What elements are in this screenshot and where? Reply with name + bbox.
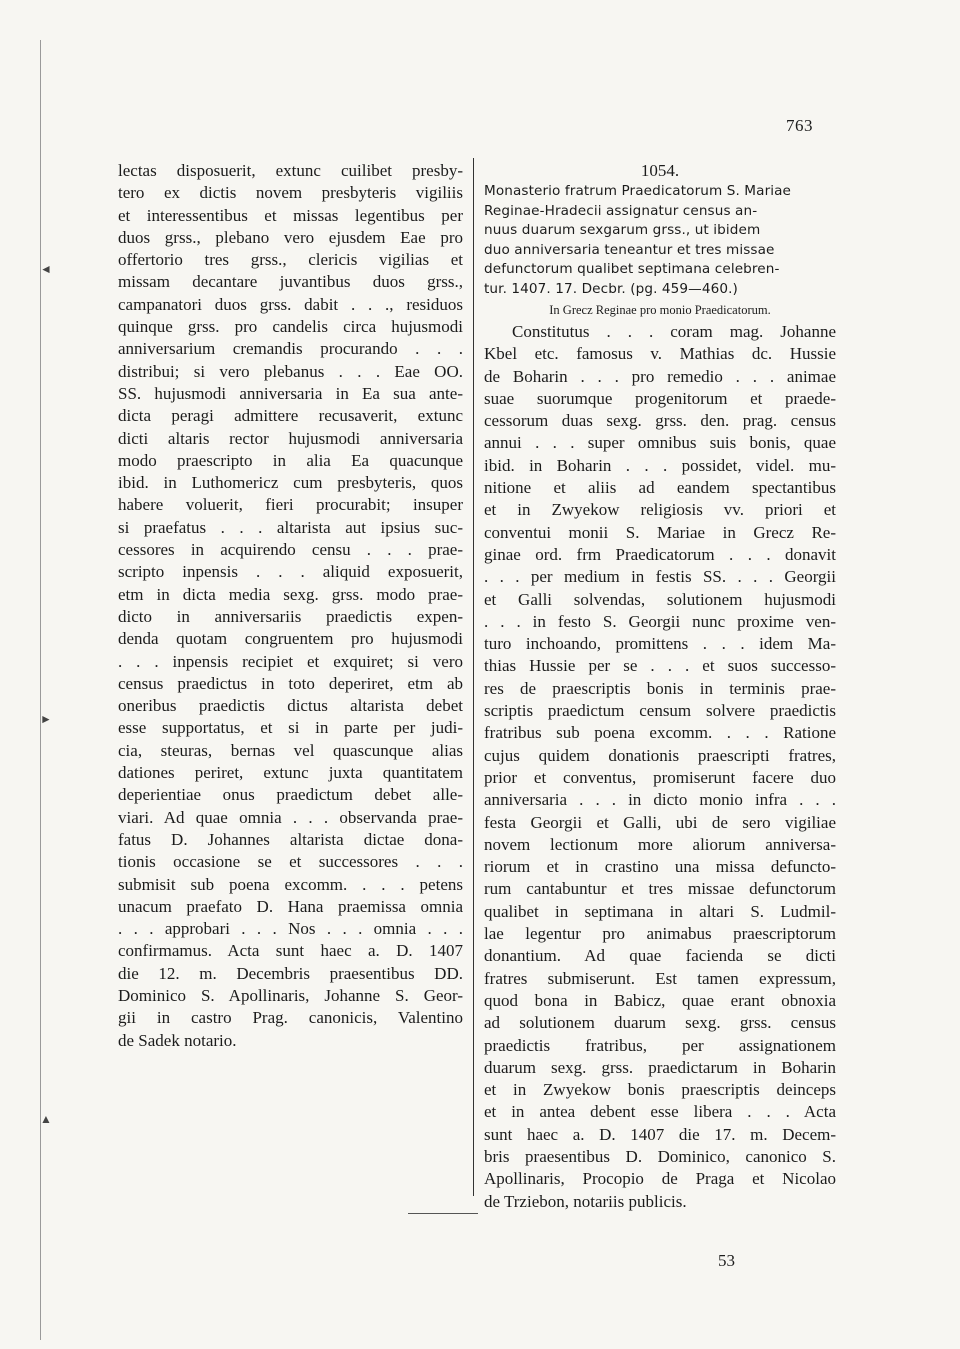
text-line: dicta peragi admittere recusaverit, extunc xyxy=(118,406,463,426)
text-line: confirmamus. Acta sunt haec a. D. 1407 xyxy=(118,941,463,961)
text-line: tur. 1407. 17. Decbr. (pg. 459—460.) xyxy=(484,280,738,297)
text-line: ibid. in Luthomericz cum presbyteris, quos xyxy=(118,473,463,493)
text-line: submisit sub poena excomm. . . . petens xyxy=(118,874,463,894)
source-line: In Grecz Reginae pro monio Praedicatorum. xyxy=(549,303,771,317)
text-line: SS. hujusmodi anniversaria in Ea sua ante- xyxy=(118,383,463,403)
text-line: tionis occasione se et successores . . . xyxy=(118,852,463,872)
text-line: . . . in festo S. Georgii nunc proxime ven- xyxy=(484,611,836,631)
signature-number: 53 xyxy=(718,1251,735,1270)
text-line: scripto inpensis . . . aliquid exposuerit, xyxy=(118,562,463,582)
text-line: lectas disposuerit, extunc cuilibet presby- xyxy=(118,161,463,180)
text-line: Dominico S. Apollinaris, Johanne S. Geor- xyxy=(118,985,463,1005)
text-line: offertorio tres grss., clericis vigilias et xyxy=(118,250,463,270)
text-line: unacum praefato D. Hana praemissa omnia xyxy=(118,896,463,916)
text-line: esse supportatus, et si in parte per judi- xyxy=(118,718,463,738)
page-number: 763 xyxy=(786,116,813,135)
text-line: anniversarium cremandis procurando . . . xyxy=(118,339,463,359)
text-line: census praedictus in toto deperiret, etm ab xyxy=(118,673,463,693)
text-line: Apollinaris, Procopio de Praga et Nicolao xyxy=(484,1169,836,1189)
text-line: turo inchoando, promittens . . . idem Ma- xyxy=(484,634,836,654)
text-line: quinque grss. pro candelis circa hujusmodi xyxy=(118,317,463,337)
text-line: anniversaria . . . in dicto monio infra . . . xyxy=(484,790,836,810)
text-line: Kbel etc. famosus v. Mathias dc. Hussie xyxy=(484,344,836,364)
text-line: de Boharin . . . pro remedio . . . animae xyxy=(484,366,836,386)
text-line: etm in dicta media sexg. grss. modo prae- xyxy=(118,584,463,604)
text-line: dationes periret, extunc juxta quantitatem xyxy=(118,763,463,783)
text-line: gii in castro Prag. canonicis, Valentino xyxy=(118,1008,463,1028)
text-line: praedictis fratribus, per assignationem xyxy=(484,1035,836,1055)
text-line: Constitutus . . . coram mag. Johanne xyxy=(512,322,836,341)
text-line: dicto in anniversariis praedictis expen- xyxy=(118,606,463,626)
left-column xyxy=(118,160,463,1052)
text-line: die 12. m. Decembris praesentibus DD. xyxy=(118,963,463,983)
text-line: fatus D. Johannes altarista dictae dona- xyxy=(118,829,463,849)
text-line: . . . per medium in festis SS. . . . Georgii xyxy=(484,567,836,587)
text-line: nitione et aliis ad eandem spectantibus xyxy=(484,478,836,498)
text-line: bris praesentibus D. Dominico, canonico S. xyxy=(484,1146,836,1166)
text-line: sunt haec a. D. 1407 die 17. m. Decem- xyxy=(484,1124,836,1144)
text-line: novem lectionum more aliorum anniversa- xyxy=(484,834,836,854)
text-line: et interessentibus et missas legentibus per xyxy=(118,205,463,225)
text-line: oneribus praedictis dictus altarista debet xyxy=(118,696,463,716)
entry-heading xyxy=(484,182,836,299)
text-line: viari. Ad quae omnia . . . observanda prae- xyxy=(118,807,463,827)
text-line: donantium. Ad quae facienda se dicti xyxy=(484,946,836,966)
text-line: ad solutionem duarum sexg. grss. census xyxy=(484,1013,836,1033)
text-line: annui . . . super omnibus suis bonis, quae xyxy=(484,433,836,453)
right-column xyxy=(484,160,836,1213)
text-line: lae legentur pro animabus praescriptorum xyxy=(484,924,836,944)
text-line: cia, steuras, bernas vel quascunque alias xyxy=(118,740,463,760)
text-line: deperientiae onus praedictum debet alle- xyxy=(118,785,463,805)
text-line: cessorum duas sexg. grss. den. prag. census xyxy=(484,411,836,431)
text-line: campanatori duos grss. dabit . . ., residuos xyxy=(118,294,463,314)
text-line: fratres submiserunt. Est tamen expressum, xyxy=(484,968,836,988)
text-line: conventui monii S. Mariae in Grecz Re- xyxy=(484,522,836,542)
text-line: et in Zwyekow bonis praescriptis deinceps xyxy=(484,1080,836,1100)
text-line: et in Zwyekow religiosis vv. priori et xyxy=(484,500,836,520)
scan-marker-icon: ▲ xyxy=(40,1112,52,1126)
text-line: ginae ord. frm Praedicatorum . . . donavit xyxy=(484,544,836,564)
bottom-rule xyxy=(408,1213,478,1214)
text-line: missam decantare juvantibus duos grss., xyxy=(118,272,463,292)
text-line: festa Georgii et Galli, ubi de sero vigiliae xyxy=(484,812,836,832)
text-line: duos grss., plebano vero ejusdem Eae pro xyxy=(118,227,463,247)
text-line: cujus quidem donationis praescripti fratres, xyxy=(484,745,836,765)
text-line: fratribus sub poena excomm. . . . Ratione xyxy=(484,723,836,743)
text-line: riorum et in crastino una missa defuncto- xyxy=(484,857,836,877)
text-line: prior et conventus, promiserunt facere duo xyxy=(484,767,836,787)
text-line: denda quotam congruentem pro hujusmodi xyxy=(118,629,463,649)
text-line: duarum sexg. grss. praedictarum in Boharin xyxy=(484,1057,836,1077)
text-line: tero ex dictis novem presbyteris vigiliis xyxy=(118,183,463,203)
scan-marker-icon: ► xyxy=(40,712,52,726)
entry-number: 1054. xyxy=(640,161,680,180)
text-line: defunctorum qualibet septimana celebren- xyxy=(484,261,780,277)
scan-marker-icon: ◄ xyxy=(40,262,52,276)
text-line: si praefatus . . . altarista aut ipsius suc- xyxy=(118,517,463,537)
text-line: Monasterio fratrum Praedicatorum S. Mariae xyxy=(484,183,792,199)
text-line: res de praescriptis bonis in terminis prae- xyxy=(484,678,836,698)
text-line: distribui; si vero plebanus . . . Eae OO. xyxy=(118,361,463,381)
text-line: . . . inpensis recipiet et exquiret; si vero xyxy=(118,651,463,671)
text-line: suae suorumque progenitorum et praede- xyxy=(484,388,836,408)
text-line: rum cantabuntur et tres missae defunctorum xyxy=(484,879,836,899)
text-line: qualibet in septimana in altari S. Ludmil- xyxy=(484,901,836,921)
text-line: thias Hussie per se . . . et suos successo- xyxy=(484,656,836,676)
text-line: de Trziebon, notariis publicis. xyxy=(484,1191,687,1211)
text-line: et Galli solvendas, solutionem hujusmodi xyxy=(484,589,836,609)
text-line: scriptis praedictum censum solvere praedictis xyxy=(484,701,836,721)
text-line: cessores in acquirendo censu . . . prae- xyxy=(118,540,463,560)
text-line: dicti altaris rector hujusmodi anniversaria xyxy=(118,428,463,448)
scan-margin-rule xyxy=(40,40,41,1340)
text-line: ibid. in Boharin . . . possidet, videl. mu- xyxy=(484,455,836,475)
text-line: duo anniversaria teneantur et tres missae xyxy=(484,241,775,258)
text-line: Reginae-Hradecii assignatur census an- xyxy=(484,202,758,219)
text-line: . . . approbari . . . Nos . . . omnia . . . xyxy=(118,919,463,939)
text-line: modo praescripto in alia Ea quacunque xyxy=(118,450,463,470)
text-line: nuus duarum sexgarum grss., ut ibidem xyxy=(484,222,761,238)
entry-body xyxy=(484,321,836,1213)
text-line: de Sadek notario. xyxy=(118,1030,237,1050)
text-line: quod bona in Babicz, quae erant obnoxia xyxy=(484,990,836,1010)
text-line: et in antea debent esse libera . . . Acta xyxy=(484,1102,836,1122)
text-line: habere voluerit, fieri procurabit; insuper xyxy=(118,495,463,515)
column-divider xyxy=(473,158,474,1196)
